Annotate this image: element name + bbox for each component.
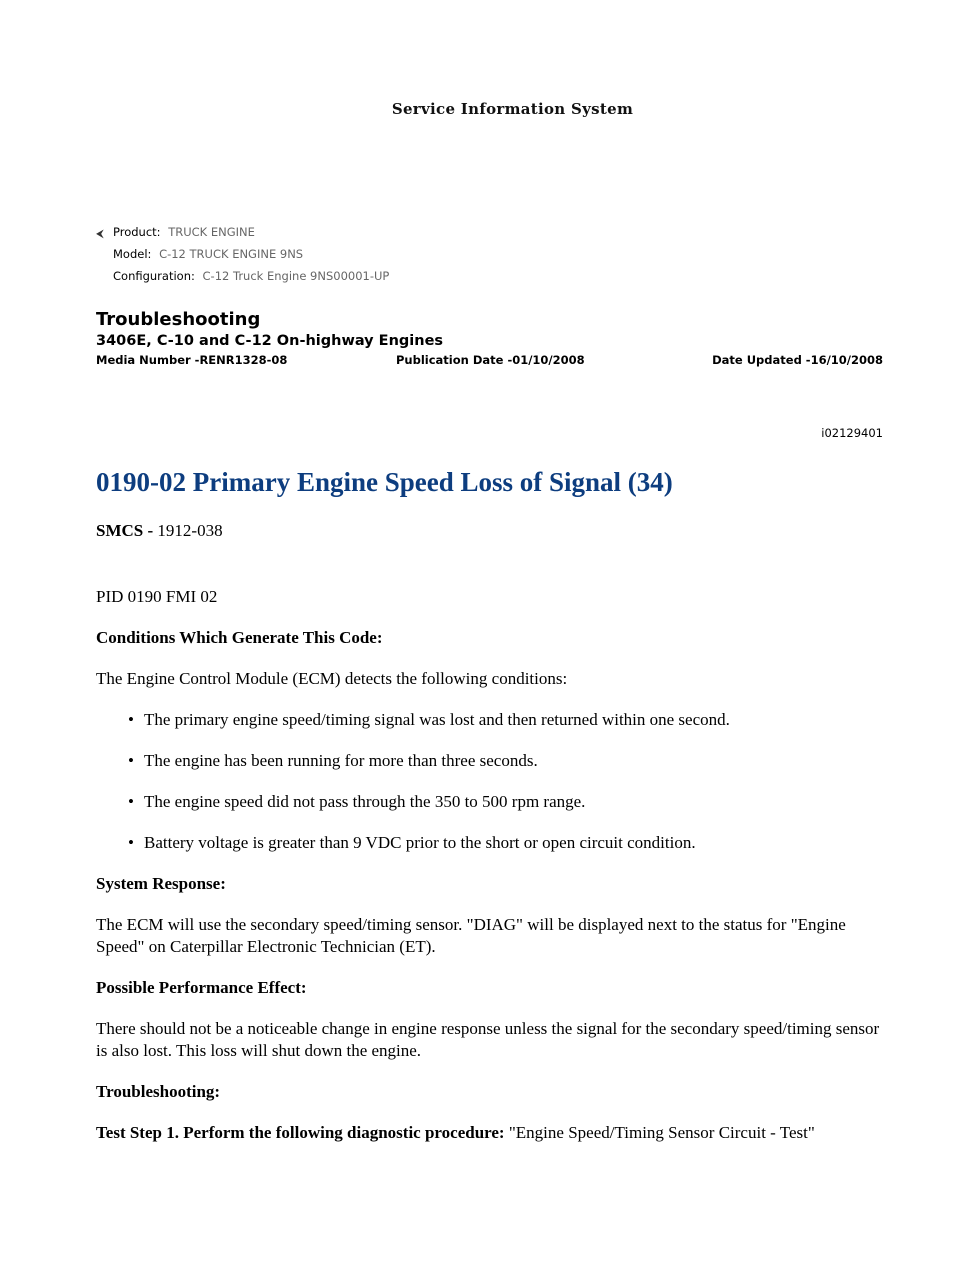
- document-engines: 3406E, C-10 and C-12 On-highway Engines: [96, 333, 444, 349]
- document-header: [96, 309, 883, 373]
- smcs-line: [96, 520, 886, 542]
- document-category: Troubleshooting: [96, 309, 261, 330]
- system-response-heading: System Response:: [96, 874, 226, 893]
- system-response-text: The ECM will use the secondary speed/timing sensor. "DIAG" will be displayed next to the status for "Engine Speed" on Caterpillar Electronic Technician (ET).: [96, 915, 846, 956]
- list-item: • The engine has been running for more than three seconds.: [128, 750, 886, 772]
- smcs-label: SMCS -: [96, 521, 154, 540]
- configuration-label: Configuration:: [113, 269, 195, 283]
- model-row: [96, 245, 389, 267]
- product-value: TRUCK ENGINE: [168, 225, 255, 239]
- test-step-link[interactable]: "Engine Speed/Timing Sensor Circuit - Test": [508, 1123, 815, 1142]
- list-item: • The engine speed did not pass through the 350 to 500 rpm range.: [128, 791, 886, 813]
- article-body: [96, 464, 886, 1163]
- article-title: 0190-02 Primary Engine Speed Loss of Signal (34): [96, 467, 673, 497]
- product-info: [96, 223, 389, 289]
- product-label: Product:: [113, 225, 161, 239]
- conditions-intro: The Engine Control Module (ECM) detects the following conditions:: [96, 669, 568, 688]
- pid-fmi: PID 0190 FMI 02: [96, 587, 218, 606]
- conditions-heading: Conditions Which Generate This Code:: [96, 628, 383, 647]
- configuration-value: C-12 Truck Engine 9NS00001-UP: [202, 269, 390, 283]
- product-row: [96, 223, 389, 245]
- document-id: i02129401: [821, 426, 883, 440]
- performance-text: There should not be a noticeable change in engine response unless the signal for the secondary speed/timing sensor is also lost. This loss will shut down the engine.: [96, 1019, 880, 1060]
- test-step-1: [96, 1122, 886, 1144]
- troubleshooting-heading: Troubleshooting:: [96, 1082, 221, 1101]
- conditions-list: [96, 709, 886, 854]
- model-value: C-12 TRUCK ENGINE 9NS: [159, 247, 304, 261]
- publication-date: Publication Date -01/10/2008: [396, 353, 585, 367]
- system-title: Service Information System: [391, 100, 634, 118]
- media-info-row: [96, 353, 883, 373]
- back-arrow-icon[interactable]: ⮜: [96, 227, 104, 240]
- smcs-value: 1912-038: [157, 521, 223, 540]
- test-step-label: Test Step 1. Perform the following diagnostic procedure:: [96, 1123, 505, 1142]
- date-updated: Date Updated -16/10/2008: [712, 353, 883, 367]
- list-item: • The primary engine speed/timing signal was lost and then returned within one second.: [128, 709, 886, 731]
- model-label: Model:: [113, 247, 152, 261]
- configuration-row: [96, 267, 389, 289]
- list-item: • Battery voltage is greater than 9 VDC prior to the short or open circuit condition.: [128, 832, 886, 854]
- performance-heading: Possible Performance Effect:: [96, 978, 307, 997]
- media-number: Media Number -RENR1328-08: [96, 353, 288, 367]
